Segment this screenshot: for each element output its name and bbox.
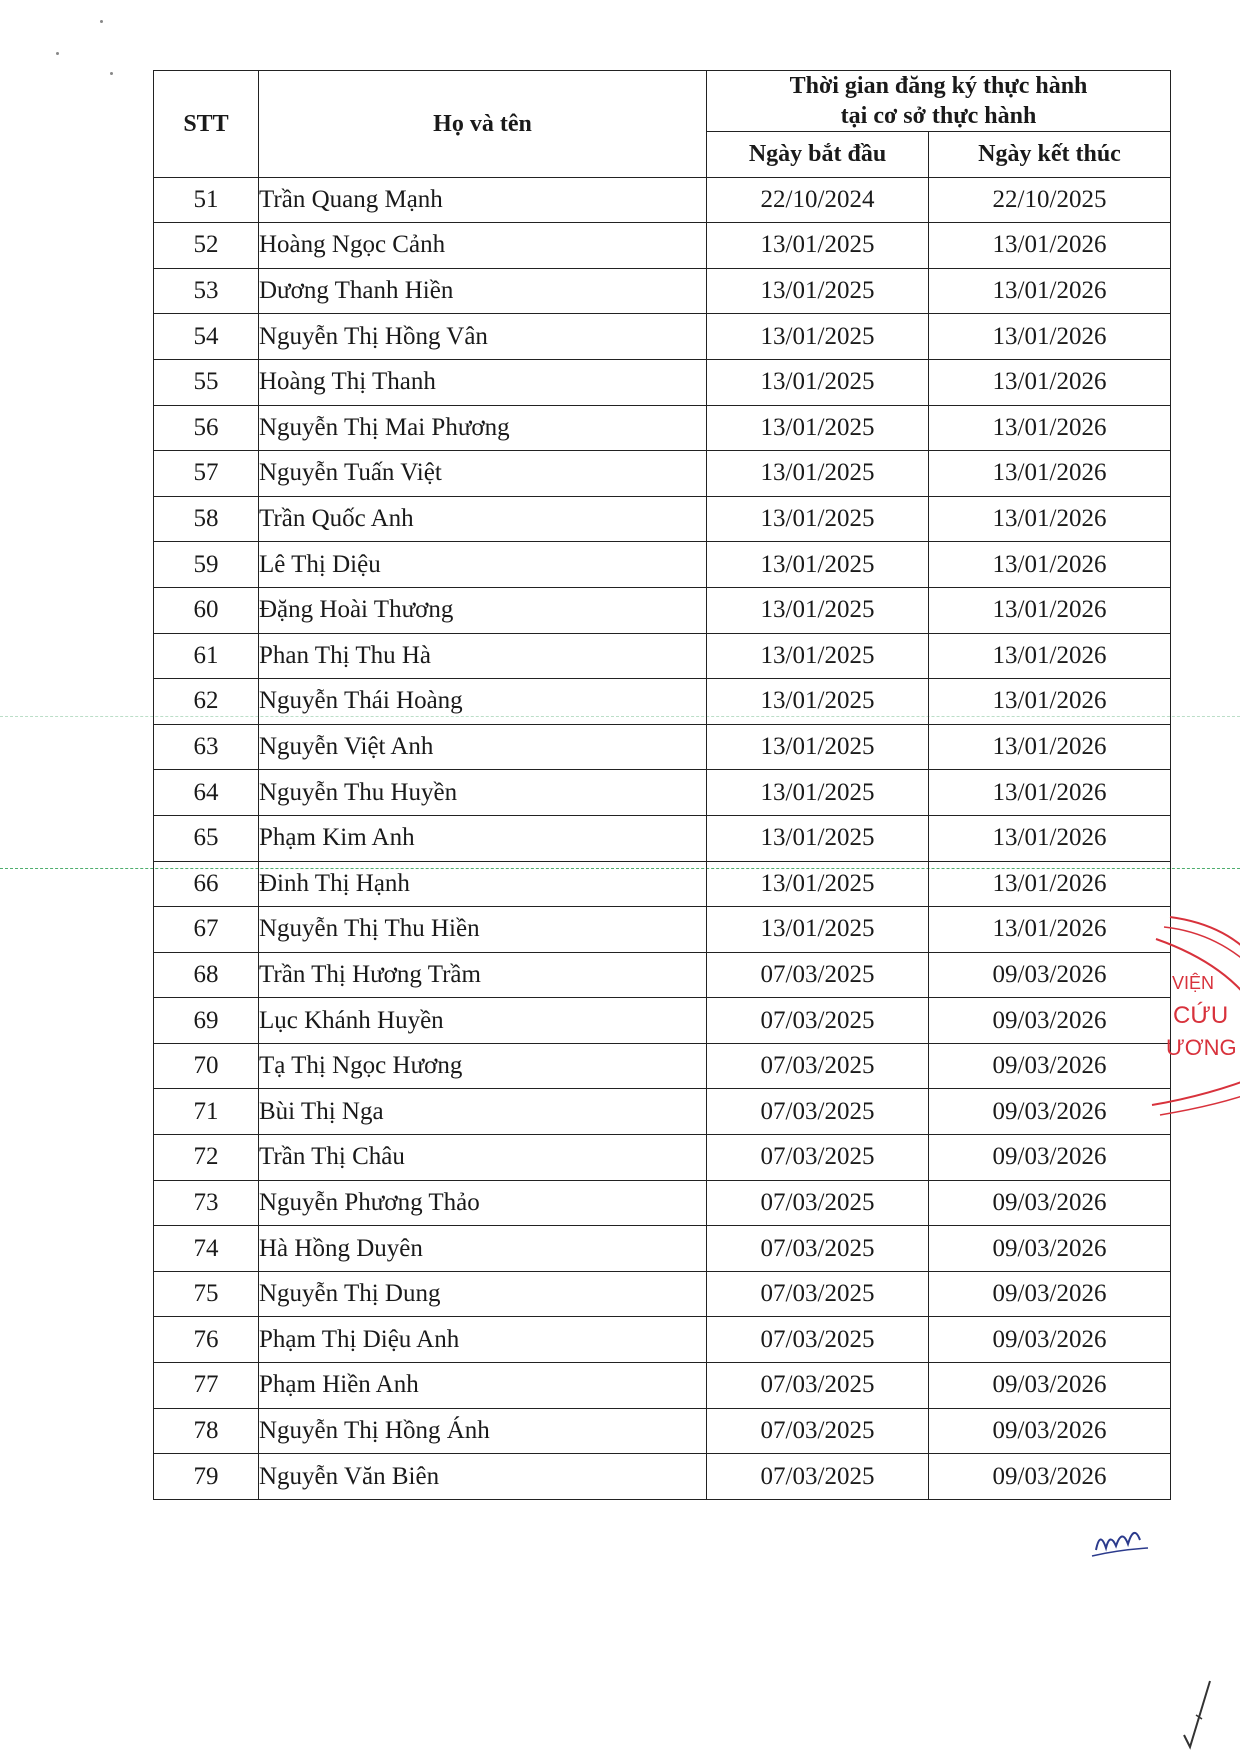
row-end-date-cell: 13/01/2026: [929, 633, 1171, 679]
row-start-date-cell: 07/03/2025: [707, 1135, 929, 1181]
row-name-cell: Dương Thanh Hiền: [259, 268, 707, 314]
table-row: [154, 907, 1171, 953]
row-stt-cell: 73: [154, 1180, 259, 1226]
row-name-cell: Bùi Thị Nga: [259, 1089, 707, 1135]
row-end-date-cell: 09/03/2026: [929, 1135, 1171, 1181]
table-row: [154, 679, 1171, 725]
table-row: [154, 1135, 1171, 1181]
table-row: [154, 587, 1171, 633]
row-start-date-cell: 07/03/2025: [707, 952, 929, 998]
row-start-date-cell: 13/01/2025: [707, 359, 929, 405]
row-name-cell: Hoàng Ngọc Cảnh: [259, 223, 707, 269]
row-start-date-cell: 13/01/2025: [707, 451, 929, 497]
row-name-cell: Phạm Kim Anh: [259, 815, 707, 861]
row-start-date-cell: 22/10/2024: [707, 177, 929, 223]
row-start-date-cell: 13/01/2025: [707, 587, 929, 633]
row-name-cell: Đặng Hoài Thương: [259, 587, 707, 633]
table-row: [154, 359, 1171, 405]
roster-body: [154, 177, 1171, 1499]
row-end-date-cell: 13/01/2026: [929, 496, 1171, 542]
row-end-date-cell: 13/01/2026: [929, 907, 1171, 953]
row-name-cell: Nguyễn Thị Dung: [259, 1271, 707, 1317]
row-start-date-cell: 07/03/2025: [707, 1454, 929, 1500]
row-stt-cell: 61: [154, 633, 259, 679]
row-stt-cell: 54: [154, 314, 259, 360]
row-stt-cell: 51: [154, 177, 259, 223]
header-period-line2: tại cơ sở thực hành: [840, 103, 1037, 129]
row-start-date-cell: 13/01/2025: [707, 770, 929, 816]
row-stt-cell: 74: [154, 1226, 259, 1272]
scan-speck: [110, 72, 113, 75]
row-end-date-cell: 09/03/2026: [929, 1317, 1171, 1363]
red-seal-stamp: [1150, 905, 1240, 1145]
table-row: [154, 542, 1171, 588]
row-end-date-cell: 09/03/2026: [929, 998, 1171, 1044]
table-row: [154, 1089, 1171, 1135]
row-name-cell: Trần Quang Mạnh: [259, 177, 707, 223]
header-end-date: Ngày kết thúc: [929, 132, 1171, 178]
row-name-cell: Hà Hồng Duyên: [259, 1226, 707, 1272]
row-name-cell: Phạm Hiền Anh: [259, 1363, 707, 1409]
header-practice-period: [707, 71, 1171, 132]
row-end-date-cell: 13/01/2026: [929, 815, 1171, 861]
row-start-date-cell: 07/03/2025: [707, 1089, 929, 1135]
row-name-cell: Nguyễn Tuấn Việt: [259, 451, 707, 497]
row-start-date-cell: 07/03/2025: [707, 1408, 929, 1454]
row-end-date-cell: 13/01/2026: [929, 268, 1171, 314]
row-stt-cell: 57: [154, 451, 259, 497]
row-name-cell: Nguyễn Thị Mai Phương: [259, 405, 707, 451]
row-start-date-cell: 07/03/2025: [707, 1226, 929, 1272]
table-row: [154, 1271, 1171, 1317]
header-stt: STT: [154, 71, 259, 178]
stamp-text-line2: CỨU: [1173, 1002, 1229, 1029]
header-name: Họ và tên: [259, 71, 707, 178]
row-name-cell: Trần Thị Hương Trầm: [259, 952, 707, 998]
practice-roster-table: [153, 70, 1171, 1500]
row-name-cell: Đinh Thị Hạnh: [259, 861, 707, 907]
row-end-date-cell: 13/01/2026: [929, 861, 1171, 907]
row-stt-cell: 76: [154, 1317, 259, 1363]
row-start-date-cell: 07/03/2025: [707, 1271, 929, 1317]
table-row: [154, 1180, 1171, 1226]
row-end-date-cell: 09/03/2026: [929, 1089, 1171, 1135]
row-stt-cell: 56: [154, 405, 259, 451]
row-name-cell: Nguyễn Việt Anh: [259, 724, 707, 770]
row-stt-cell: 64: [154, 770, 259, 816]
row-name-cell: Lục Khánh Huyền: [259, 998, 707, 1044]
row-start-date-cell: 13/01/2025: [707, 679, 929, 725]
row-start-date-cell: 07/03/2025: [707, 1043, 929, 1089]
row-start-date-cell: 13/01/2025: [707, 314, 929, 360]
header-start-date: Ngày bắt đầu: [707, 132, 929, 178]
row-start-date-cell: 13/01/2025: [707, 724, 929, 770]
initial-mark-icon: [1176, 1675, 1216, 1750]
row-name-cell: Trần Quốc Anh: [259, 496, 707, 542]
row-name-cell: Nguyễn Thị Hồng Ánh: [259, 1408, 707, 1454]
row-stt-cell: 62: [154, 679, 259, 725]
table-row: [154, 177, 1171, 223]
row-stt-cell: 77: [154, 1363, 259, 1409]
table-row: [154, 633, 1171, 679]
table-row: [154, 451, 1171, 497]
row-stt-cell: 66: [154, 861, 259, 907]
row-end-date-cell: 13/01/2026: [929, 587, 1171, 633]
row-name-cell: Phan Thị Thu Hà: [259, 633, 707, 679]
table-row: [154, 998, 1171, 1044]
row-stt-cell: 72: [154, 1135, 259, 1181]
row-stt-cell: 60: [154, 587, 259, 633]
row-name-cell: Nguyễn Thị Thu Hiền: [259, 907, 707, 953]
row-name-cell: Phạm Thị Diệu Anh: [259, 1317, 707, 1363]
row-start-date-cell: 13/01/2025: [707, 496, 929, 542]
row-stt-cell: 65: [154, 815, 259, 861]
table-row: [154, 724, 1171, 770]
row-name-cell: Hoàng Thị Thanh: [259, 359, 707, 405]
row-end-date-cell: 09/03/2026: [929, 1226, 1171, 1272]
row-stt-cell: 79: [154, 1454, 259, 1500]
row-stt-cell: 55: [154, 359, 259, 405]
row-start-date-cell: 13/01/2025: [707, 268, 929, 314]
row-start-date-cell: 13/01/2025: [707, 861, 929, 907]
row-name-cell: Lê Thị Diệu: [259, 542, 707, 588]
table-row: [154, 314, 1171, 360]
table-row: [154, 861, 1171, 907]
row-start-date-cell: 13/01/2025: [707, 542, 929, 588]
row-end-date-cell: 13/01/2026: [929, 679, 1171, 725]
row-end-date-cell: 09/03/2026: [929, 1271, 1171, 1317]
row-start-date-cell: 13/01/2025: [707, 405, 929, 451]
row-name-cell: Nguyễn Phương Thảo: [259, 1180, 707, 1226]
scan-speck: [56, 52, 59, 55]
row-start-date-cell: 07/03/2025: [707, 1363, 929, 1409]
row-start-date-cell: 13/01/2025: [707, 223, 929, 269]
row-stt-cell: 67: [154, 907, 259, 953]
row-end-date-cell: 13/01/2026: [929, 223, 1171, 269]
table-row: [154, 496, 1171, 542]
table-row: [154, 770, 1171, 816]
stamp-text-line3: ƯƠNG: [1166, 1035, 1237, 1060]
row-name-cell: Nguyễn Thị Hồng Vân: [259, 314, 707, 360]
row-name-cell: Tạ Thị Ngọc Hương: [259, 1043, 707, 1089]
row-name-cell: Nguyễn Thu Huyền: [259, 770, 707, 816]
row-end-date-cell: 13/01/2026: [929, 359, 1171, 405]
row-start-date-cell: 13/01/2025: [707, 633, 929, 679]
row-start-date-cell: 07/03/2025: [707, 1180, 929, 1226]
table-row: [154, 268, 1171, 314]
row-stt-cell: 53: [154, 268, 259, 314]
row-start-date-cell: 07/03/2025: [707, 1317, 929, 1363]
row-end-date-cell: 13/01/2026: [929, 770, 1171, 816]
row-stt-cell: 63: [154, 724, 259, 770]
row-start-date-cell: 13/01/2025: [707, 815, 929, 861]
row-stt-cell: 58: [154, 496, 259, 542]
row-end-date-cell: 13/01/2026: [929, 405, 1171, 451]
table-row: [154, 952, 1171, 998]
row-end-date-cell: 13/01/2026: [929, 314, 1171, 360]
table-row: [154, 1363, 1171, 1409]
table-row: [154, 815, 1171, 861]
table-row: [154, 1454, 1171, 1500]
row-end-date-cell: 13/01/2026: [929, 451, 1171, 497]
row-stt-cell: 78: [154, 1408, 259, 1454]
row-name-cell: Nguyễn Văn Biên: [259, 1454, 707, 1500]
table-row: [154, 1317, 1171, 1363]
table-row: [154, 1043, 1171, 1089]
row-stt-cell: 71: [154, 1089, 259, 1135]
row-stt-cell: 70: [154, 1043, 259, 1089]
table-row: [154, 1226, 1171, 1272]
row-name-cell: Nguyễn Thái Hoàng: [259, 679, 707, 725]
row-name-cell: Trần Thị Châu: [259, 1135, 707, 1181]
scan-speck: [100, 20, 103, 23]
row-end-date-cell: 09/03/2026: [929, 1180, 1171, 1226]
table-row: [154, 1408, 1171, 1454]
row-end-date-cell: 09/03/2026: [929, 1363, 1171, 1409]
row-start-date-cell: 07/03/2025: [707, 998, 929, 1044]
row-stt-cell: 68: [154, 952, 259, 998]
stamp-text-line1: VIỆN: [1172, 973, 1215, 993]
row-start-date-cell: 13/01/2025: [707, 907, 929, 953]
table-row: [154, 223, 1171, 269]
handwritten-signature-icon: [1088, 1520, 1158, 1560]
table-row: [154, 405, 1171, 451]
row-end-date-cell: 09/03/2026: [929, 1408, 1171, 1454]
row-stt-cell: 69: [154, 998, 259, 1044]
row-end-date-cell: 09/03/2026: [929, 1454, 1171, 1500]
row-end-date-cell: 09/03/2026: [929, 952, 1171, 998]
row-end-date-cell: 13/01/2026: [929, 724, 1171, 770]
row-stt-cell: 52: [154, 223, 259, 269]
row-end-date-cell: 09/03/2026: [929, 1043, 1171, 1089]
row-stt-cell: 75: [154, 1271, 259, 1317]
row-end-date-cell: 22/10/2025: [929, 177, 1171, 223]
row-end-date-cell: 13/01/2026: [929, 542, 1171, 588]
row-stt-cell: 59: [154, 542, 259, 588]
header-period-line1: Thời gian đăng ký thực hành: [789, 73, 1088, 99]
